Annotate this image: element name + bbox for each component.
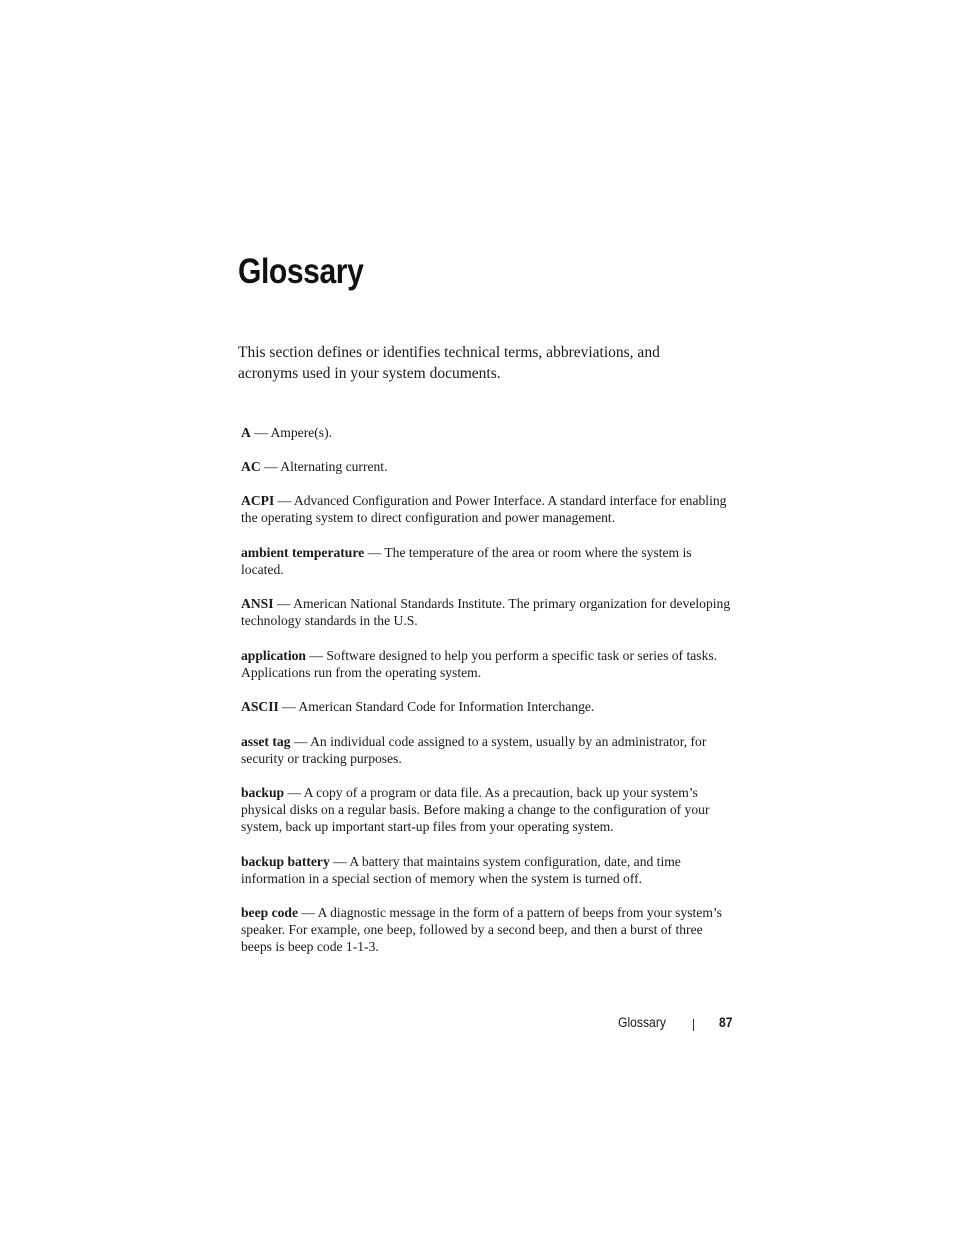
glossary-entry [241, 853, 736, 887]
glossary-definition: — A copy of a program or data file. As a precaution, back up your system’s physical disks on a regular basis. Before making a change to the configuration of your system, back up important start-up files from your operating system. [241, 785, 710, 835]
glossary-definition: — An individual code assigned to a system, usually by an administrator, for security or tracking purposes. [241, 734, 707, 767]
glossary-definition: — American National Standards Institute. The primary organization for developing technology standards in the U.S. [241, 596, 731, 629]
glossary-term: AC [241, 459, 261, 474]
glossary-entry [241, 492, 736, 526]
glossary-entry [241, 647, 736, 681]
page-number: 87 [719, 1015, 733, 1030]
glossary-term: backup battery [241, 854, 330, 869]
glossary-entry [241, 904, 736, 956]
glossary-entry [241, 595, 736, 629]
glossary-definition: — Advanced Configuration and Power Interface. A standard interface for enabling the operating system to direct configuration and power management. [241, 493, 727, 526]
glossary-definition: — A battery that maintains system configuration, date, and time information in a special section of memory when the system is turned off. [241, 854, 681, 887]
glossary-definition: — A diagnostic message in the form of a pattern of beeps from your system’s speaker. For example, one beep, followed by a second beep, and then a burst of three beeps is beep code 1-1-3. [241, 905, 722, 955]
footer-divider [693, 1019, 694, 1031]
glossary-definition: — Alternating current. [260, 459, 388, 474]
glossary-term: backup [241, 785, 285, 800]
footer-section-label: Glossary [618, 1015, 666, 1030]
glossary-term: ambient temperature [241, 545, 365, 560]
glossary-term: asset tag [241, 734, 291, 749]
glossary-term: application [241, 648, 306, 663]
glossary-entry [241, 544, 736, 578]
glossary-entry [241, 784, 736, 836]
page-title: Glossary [238, 252, 364, 291]
glossary-term: A [241, 425, 251, 440]
glossary-definition: — Software designed to help you perform a specific task or series of tasks. Applications run from the operating system. [241, 648, 718, 681]
intro-paragraph: This section defines or identifies technical terms, abbreviations, and acronyms used in your system documents. [238, 344, 660, 382]
glossary-term: ACPI [241, 493, 275, 508]
glossary-term: ANSI [241, 596, 274, 611]
glossary-entry [241, 458, 736, 475]
glossary-entry [241, 424, 736, 441]
glossary-definition: — The temperature of the area or room where the system is located. [241, 545, 692, 578]
glossary-entry [241, 698, 736, 715]
glossary-term: ASCII [241, 699, 279, 714]
glossary-definition: — American Standard Code for Information Interchange. [278, 699, 595, 714]
glossary-definition: — Ampere(s). [250, 425, 332, 440]
glossary-entry [241, 733, 736, 767]
glossary-term: beep code [241, 905, 299, 920]
